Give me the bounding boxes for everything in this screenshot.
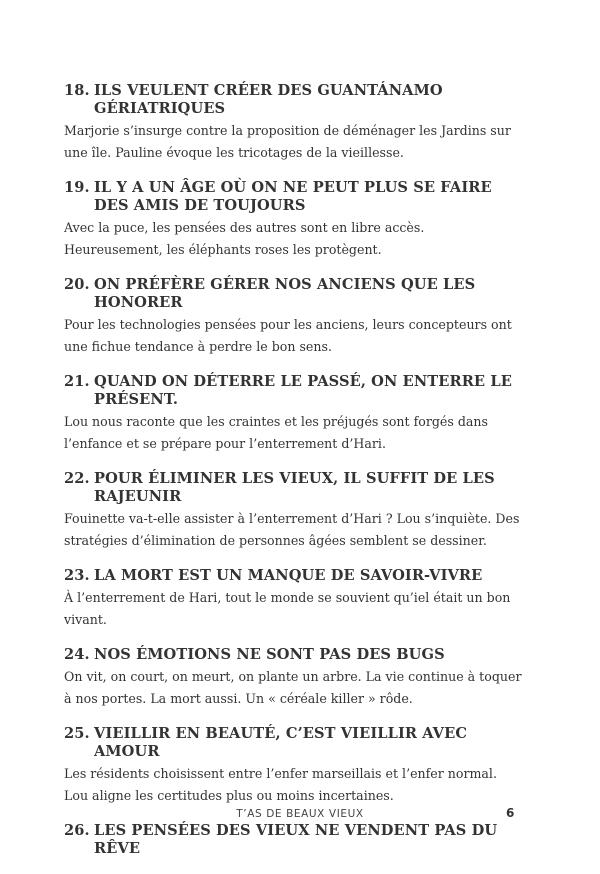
chapter-summary: Fouinette va-t-elle assister à l’enterrement d’Hari ? Lou s’inquiète. Des stratégies d’élimination de personnes âgées semblent se dessiner. — [64, 511, 520, 548]
chapter-summary: Pour les technologies pensées pour les anciens, leurs concepteurs ont une fichue tendance à perdre le bon sens. — [64, 317, 512, 354]
chapter-title: IL Y A UN ÂGE OÙ ON NE PEUT PLUS SE FAIRE DES AMIS DE TOUJOURS — [94, 179, 492, 214]
toc-entry — [64, 276, 524, 357]
toc-entry — [64, 822, 524, 858]
table-of-contents — [64, 82, 524, 874]
toc-entry — [64, 646, 524, 709]
chapter-summary: On vit, on court, on meurt, on plante un arbre. La vie continue à toquer à nos portes. La mort aussi. Un « céréale killer » rôde. — [64, 669, 522, 706]
chapter-number: 20. — [64, 276, 90, 293]
chapter-title: ON PRÉFÈRE GÉRER NOS ANCIENS QUE LES HONORER — [94, 276, 476, 311]
chapter-number: 18. — [64, 82, 90, 99]
chapter-summary: Lou nous raconte que les craintes et les préjugés sont forgés dans l’enfance et se prépare pour l’enterrement d’Hari. — [64, 414, 488, 451]
toc-entry — [64, 567, 524, 630]
page-number: 6 — [506, 806, 515, 820]
chapter-number: 21. — [64, 373, 90, 390]
chapter-title: LA MORT EST UN MANQUE DE SAVOIR-VIVRE — [94, 567, 483, 584]
chapter-title: QUAND ON DÉTERRE LE PASSÉ, ON ENTERRE LE PRÉSENT. — [94, 373, 512, 408]
entry-heading — [64, 276, 524, 312]
chapter-number: 25. — [64, 725, 90, 742]
entry-heading — [64, 646, 524, 664]
chapter-number: 24. — [64, 646, 90, 663]
chapter-number: 22. — [64, 470, 90, 487]
chapter-summary: À l’enterrement de Hari, tout le monde se souvient qu’iel était un bon vivant. — [64, 590, 511, 627]
chapter-number: 26. — [64, 822, 90, 839]
chapter-title: LES PENSÉES DES VIEUX NE VENDENT PAS DU RÊVE — [94, 822, 498, 857]
chapter-number: 19. — [64, 179, 90, 196]
entry-heading — [64, 822, 524, 858]
toc-entry — [64, 470, 524, 551]
toc-entry — [64, 179, 524, 260]
chapter-summary: Les résidents choisissent entre l’enfer marseillais et l’enfer normal. Lou aligne les certitudes plus ou moins incertaines. — [64, 766, 497, 803]
toc-entry — [64, 725, 524, 806]
chapter-title: VIEILLIR EN BEAUTÉ, C’EST VIEILLIR AVEC AMOUR — [94, 725, 468, 760]
toc-entry — [64, 82, 524, 163]
chapter-number: 23. — [64, 567, 90, 584]
chapter-title: POUR ÉLIMINER LES VIEUX, IL SUFFIT DE LES RAJEUNIR — [94, 470, 495, 505]
entry-heading — [64, 567, 524, 585]
toc-entry — [64, 373, 524, 454]
running-footer-title: T’AS DE BEAUX VIEUX — [236, 808, 364, 820]
entry-heading — [64, 725, 524, 761]
chapter-summary: Marjorie s’insurge contre la proposition de déménager les Jardins sur une île. Pauline évoque les tricotages de la vieillesse. — [64, 123, 511, 160]
chapter-summary: Avec la puce, les pensées des autres sont en libre accès. Heureusement, les éléphants roses les protègent. — [64, 220, 425, 257]
entry-heading — [64, 470, 524, 506]
entry-heading — [64, 373, 524, 409]
chapter-title: NOS ÉMOTIONS NE SONT PAS DES BUGS — [94, 646, 445, 663]
entry-heading — [64, 82, 524, 118]
entry-heading — [64, 179, 524, 215]
chapter-title: ILS VEULENT CRÉER DES GUANTÁNAMO GÉRIATRIQUES — [94, 82, 443, 117]
